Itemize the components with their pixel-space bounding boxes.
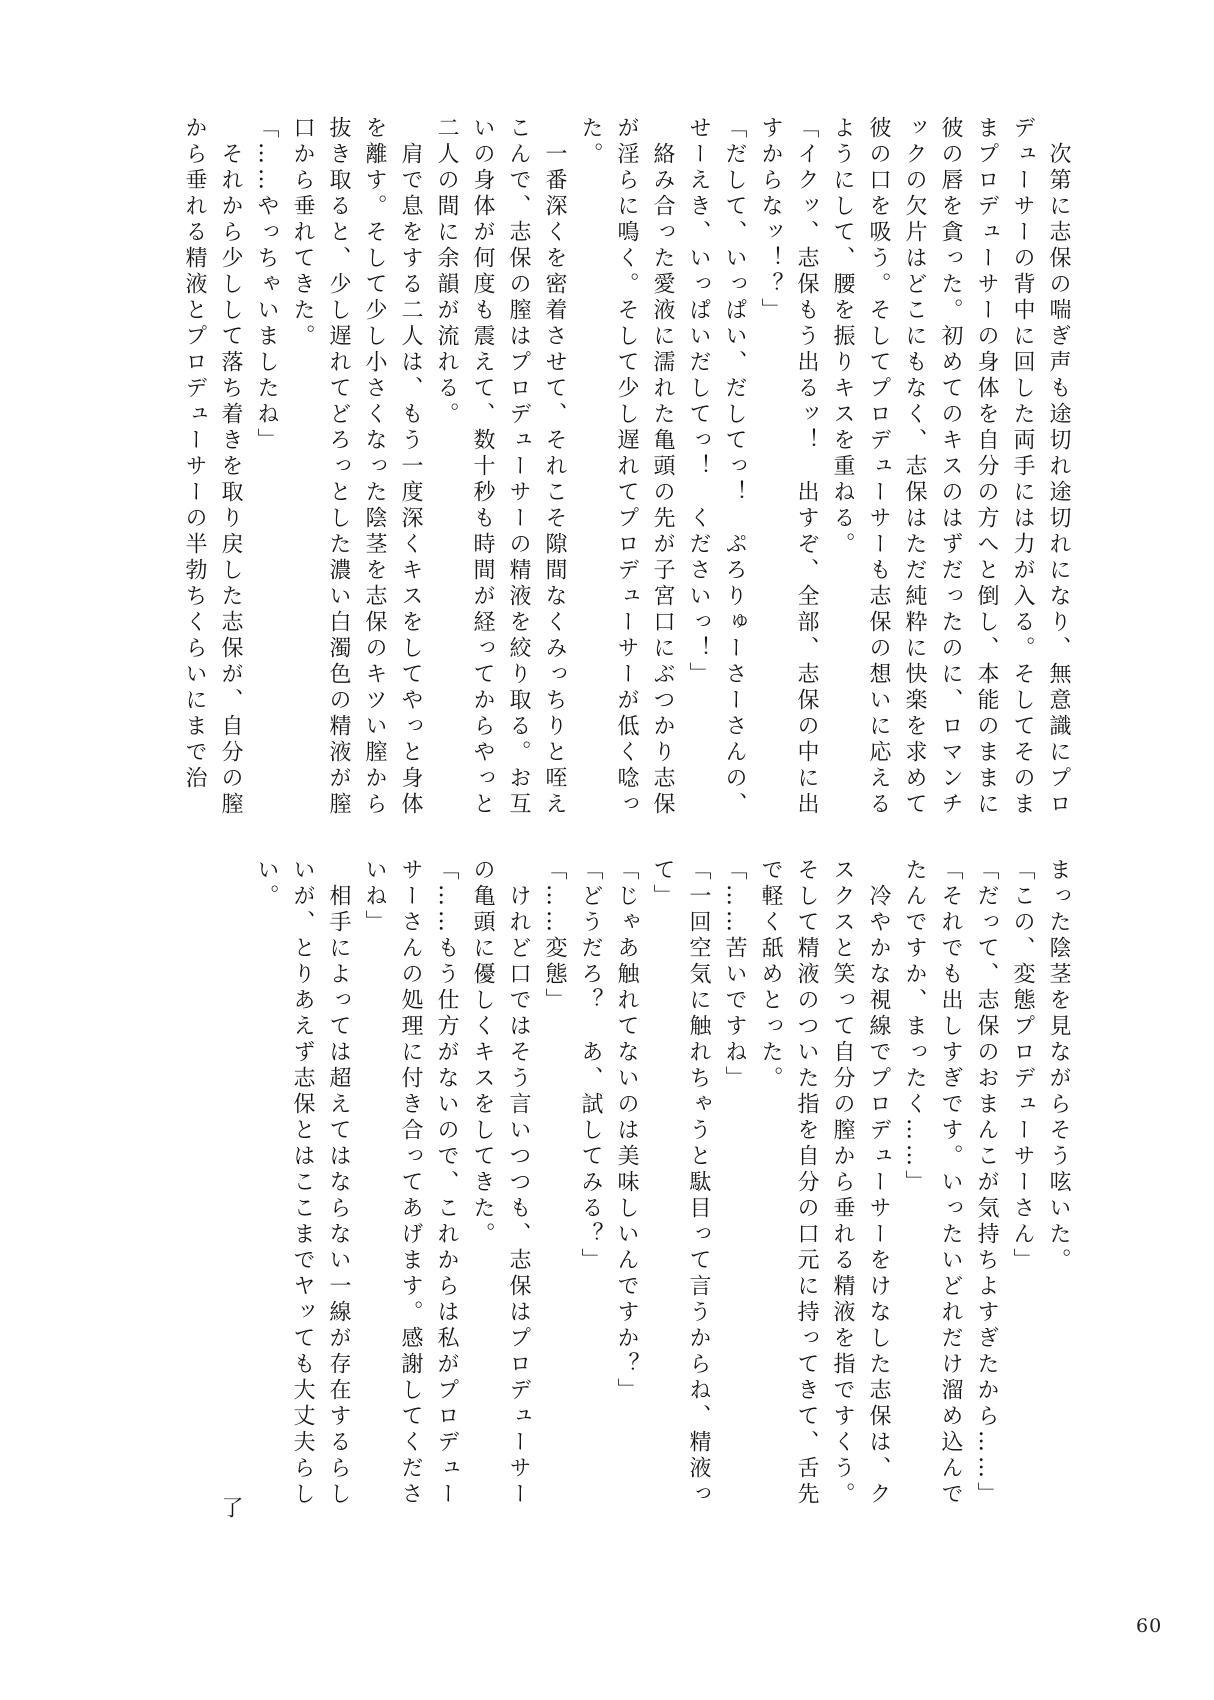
page-number: 60 — [1136, 1615, 1163, 1637]
paragraph-narration: 肩で息をする二人は、もう一度深くキスをしてやっと身体を離す。そして少し小さくなった陰茎を志保のキツい膣から抜き取ると、少し遅れてどろっとした濃い白濁色の精液が膣口から垂れてきた。 — [290, 116, 423, 818]
paragraph-dialogue: 「……やっちゃいましたね」 — [254, 116, 279, 454]
top-text-block — [108, 116, 1076, 826]
paragraph-dialogue: 「だって、志保のおまんこが気持ちよすぎたから……」 — [974, 858, 999, 1508]
paragraph-narration: それから少しして落ち着きを取り戻した志保が、自分の膣から垂れる精液とプロデューサーの半勃ちくらいにまで治 — [182, 116, 243, 818]
paragraph-narration: 絡み合った愛液に濡れた亀頭の先が子宮口にぶつかり志保が淫らに鳴く。そして少し遅れてプロデューサーが低く唸った。 — [578, 116, 675, 818]
paragraph-dialogue: 「……変態」 — [542, 858, 567, 1014]
paragraph-dialogue: 「だして、いっぱい、だしてっ！ ぷろりゅーさーさんの、せーえき、いっぱいだしてっ！ くださいっ！」 — [686, 116, 747, 818]
paragraph-dialogue: 「この、変態プロデューサーさん」 — [1010, 858, 1035, 1274]
paragraph-dialogue: 「どうだろ？ あ、試してみる？」 — [578, 858, 603, 1274]
paragraph-narration: 次第に志保の喘ぎ声も途切れ途切れになり、無意識にプロデューサーの背中に回した両手には力が入る。そしてそのままプロデューサーの身体を自分の方へと倒し、本能のままに彼の唇を貪った。初めてのキスのはずだったのに、ロマンチックの欠片はどこにもなく、志保はただ純粋に快楽を求めて彼の口を吸う。そしてプロデューサーも志保の想いに応えるようにして、腰を振りキスを重ねる。 — [830, 116, 1071, 818]
paragraph-dialogue: 「……もう仕方がないので、これからは私がプロデューサーさんの処理に付き合ってあげます。感謝してくださいね」 — [362, 858, 459, 1508]
paragraph-dialogue: 「じゃあ触れてないのは美味しいんですか？」 — [614, 858, 639, 1404]
paragraph-narration: 一番深くを密着させて、それこそ隙間なくみっちりと咥えこんで、志保の膣はプロデューサーの精液を絞り取る。お互いの身体が何度も震えて、数十秒も時間が経ってからやっと二人の間に余韻が流れる。 — [434, 116, 567, 818]
paragraph-dialogue: 「イクッ、志保もう出るッ！ 出すぞ、全部、志保の中に出すからなッ！？」 — [758, 116, 819, 818]
paragraph-narration: 相手によっては超えてはならない一線が存在するらしいが、とりあえず志保とはここまでヤッても大丈夫らしい。 — [254, 858, 351, 1508]
paragraph-narration: まった陰茎を見ながらそう呟いた。 — [1046, 858, 1071, 1274]
paragraph-narration: 冷やかな視線でプロデューサーをけなした志保は、クスクスと笑って自分の膣から垂れる精液を指ですくう。そして精液のついた指を自分の口元に持ってきて、舌先で軽く舐めとった。 — [758, 858, 891, 1508]
bottom-text-block — [218, 858, 1076, 1522]
paragraph-narration: けれど口ではそう言いつつも、志保はプロデューサーの亀頭に優しくキスをしてきた。 — [470, 858, 531, 1508]
paragraph-dialogue: 「一回空気に触れちゃうと駄目って言うからね、精液って」 — [650, 858, 711, 1508]
paragraph-dialogue: 「それでも出しすぎです。いったいどれだけ溜め込んでたんですか、まったく……」 — [902, 858, 963, 1508]
end-mark: 了 — [218, 1496, 243, 1522]
paragraph-dialogue: 「……苦いですね」 — [722, 858, 747, 1092]
